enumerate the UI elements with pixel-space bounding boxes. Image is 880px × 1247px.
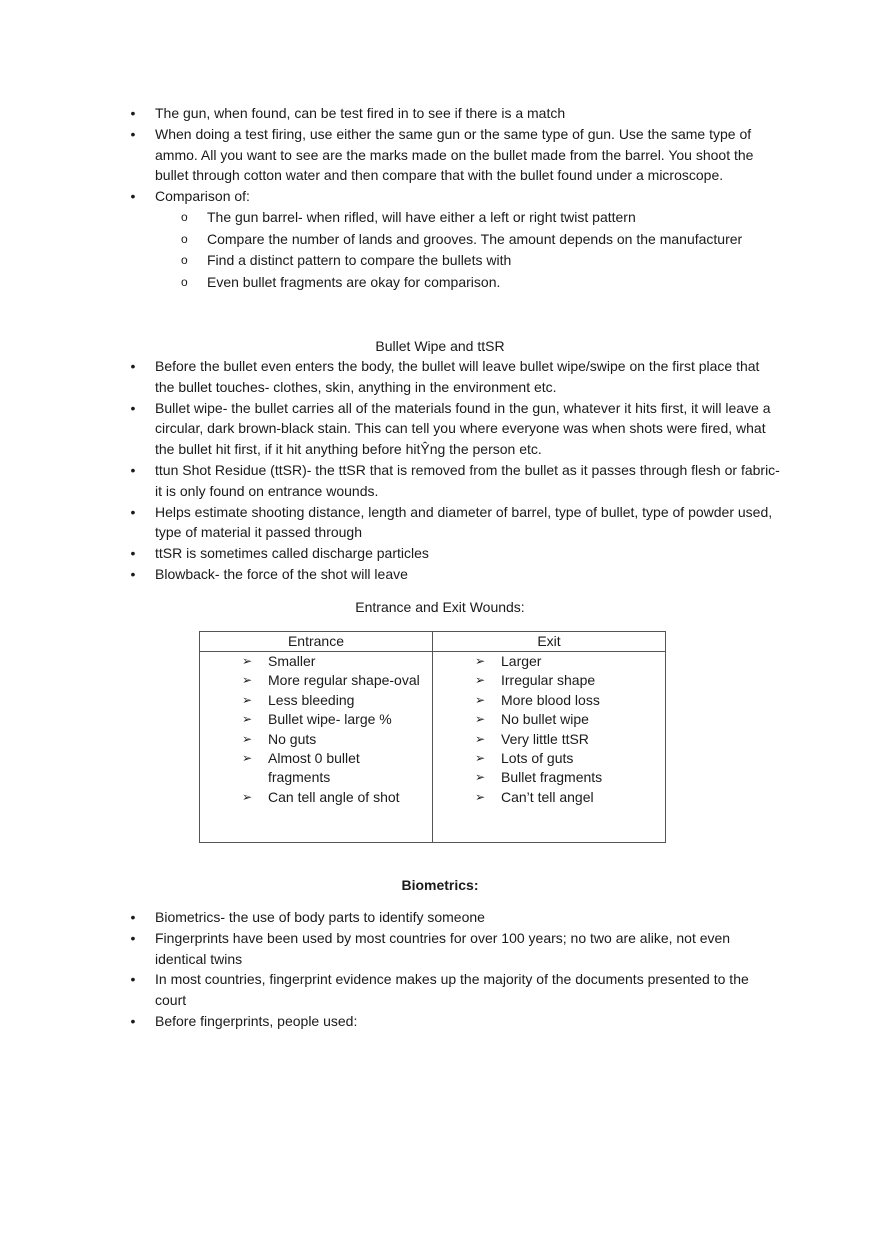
entrance-list xyxy=(200,652,432,807)
comparison-sublist xyxy=(155,207,780,293)
circle-bullet-icon: o xyxy=(181,274,188,289)
exit-list xyxy=(433,652,665,807)
list-item: ➢ Can’t tell angel xyxy=(433,788,665,807)
wounds-heading: Entrance and Exit Wounds: xyxy=(355,599,525,615)
bullet-icon: • xyxy=(130,461,136,478)
list-item: • Before the bullet even enters the body, the bullet will leave bullet wipe/swipe on the first place that the bullet touches- clothes, skin, anything in the environment etc. xyxy=(0,356,880,398)
bullet-icon: • xyxy=(130,125,136,142)
sub-list-item: o Even bullet fragments are okay for comparison. xyxy=(155,272,780,294)
list-item: • Biometrics- the use of body parts to identify someone xyxy=(0,907,880,928)
bullet-wipe-heading: Bullet Wipe and ttSR xyxy=(375,338,505,354)
bullet-icon: • xyxy=(130,105,136,121)
bullet-icon: • xyxy=(130,909,136,925)
list-item: • Comparison of: o The gun barrel- when rifled, will have either a left or right twist pattern o Compare the number of lands and grooves. The amount depends on the manufacturer o Find a distinct pattern to compare the bullets with o Even bullet fragments are okay for comparison. xyxy=(0,186,880,293)
arrow-bullet-icon: ➢ xyxy=(242,751,253,766)
wounds-table xyxy=(199,631,666,843)
arrow-bullet-icon: ➢ xyxy=(475,731,486,746)
list-item: • Blowback- the force of the shot will leave xyxy=(0,564,880,585)
arrow-bullet-icon: ➢ xyxy=(242,654,253,668)
entrance-cell xyxy=(200,652,433,843)
list-item: ➢ No guts xyxy=(200,730,432,749)
table-row xyxy=(200,652,666,843)
list-item: • Before fingerprints, people used: xyxy=(0,1011,880,1032)
bullet-icon: • xyxy=(130,399,136,416)
table-header-row xyxy=(200,632,666,652)
list-item: • ttSR is sometimes called discharge particles xyxy=(0,543,880,564)
list-item: • Fingerprints have been used by most countries for over 100 years; no two are alike, not even identical twins xyxy=(0,928,880,970)
circle-bullet-icon: o xyxy=(181,253,188,268)
list-item: ➢ More blood loss xyxy=(433,691,665,710)
circle-bullet-icon: o xyxy=(181,209,188,224)
arrow-bullet-icon: ➢ xyxy=(242,789,253,804)
arrow-bullet-icon: ➢ xyxy=(475,673,486,688)
circle-bullet-icon: o xyxy=(181,231,188,246)
arrow-bullet-icon: ➢ xyxy=(475,654,486,668)
firearm-test-list xyxy=(0,103,880,293)
arrow-bullet-icon: ➢ xyxy=(475,692,486,707)
sub-list-item: o The gun barrel- when rifled, will have either a left or right twist pattern xyxy=(155,207,780,229)
list-item: • Helps estimate shooting distance, length and diameter of barrel, type of bullet, type of powder used, type of material it passed through xyxy=(0,502,880,544)
arrow-bullet-icon: ➢ xyxy=(242,712,253,727)
arrow-bullet-icon: ➢ xyxy=(242,731,253,746)
list-item: ➢ More regular shape-oval xyxy=(200,671,432,690)
bullet-icon: • xyxy=(130,565,136,582)
list-item: ➢ Can tell angle of shot xyxy=(200,788,432,807)
list-item: • ttun Shot Residue (ttSR)- the ttSR that is removed from the bullet as it passes through flesh or fabric- it is only found on entrance wounds. xyxy=(0,460,880,502)
list-item: ➢ Larger xyxy=(433,652,665,671)
list-item: ➢ Very little ttSR xyxy=(433,730,665,749)
list-item: ➢ Lots of guts xyxy=(433,749,665,768)
list-item: ➢ Bullet fragments xyxy=(433,768,665,787)
biometrics-list xyxy=(0,907,880,1032)
arrow-bullet-icon: ➢ xyxy=(242,692,253,707)
arrow-bullet-icon: ➢ xyxy=(475,712,486,727)
entrance-header: Entrance xyxy=(200,632,433,652)
list-item: • When doing a test firing, use either the same gun or the same type of gun. Use the same type of ammo. All you want to see are the marks made on the bullet made from the barrel. You shoot the bullet through cotton water and then compare that with the bullet found under a microscope. xyxy=(0,124,880,186)
bullet-icon: • xyxy=(130,503,136,520)
bullet-icon: • xyxy=(130,929,136,946)
list-item: • In most countries, fingerprint evidence makes up the majority of the documents presented to the court xyxy=(0,969,880,1011)
sub-list-item: o Compare the number of lands and grooves. The amount depends on the manufacturer xyxy=(155,229,780,251)
list-item: ➢ No bullet wipe xyxy=(433,710,665,729)
bullet-icon: • xyxy=(130,358,136,374)
list-item: ➢ Smaller xyxy=(200,652,432,671)
list-item: ➢ Irregular shape xyxy=(433,671,665,690)
exit-cell xyxy=(433,652,666,843)
arrow-bullet-icon: ➢ xyxy=(475,770,486,785)
bullet-wipe-list xyxy=(0,356,880,585)
bullet-icon: • xyxy=(130,188,136,205)
list-item: • The gun, when found, can be test fired in to see if there is a match xyxy=(0,103,880,124)
sub-list-item: o Find a distinct pattern to compare the bullets with xyxy=(155,250,780,272)
list-item: • Bullet wipe- the bullet carries all of the materials found in the gun, whatever it hits first, it will leave a circular, dark brown-black stain. This can tell you where everyone was when shots were fired, what the bullet hit first, if it hit anything before hitŶng the person etc. xyxy=(0,398,880,460)
bullet-icon: • xyxy=(130,1012,136,1029)
biometrics-heading: Biometrics: xyxy=(401,877,479,893)
bullet-icon: • xyxy=(130,545,136,562)
arrow-bullet-icon: ➢ xyxy=(475,751,486,766)
list-item: ➢ Less bleeding xyxy=(200,691,432,710)
exit-header: Exit xyxy=(433,632,666,652)
list-item: ➢ Bullet wipe- large % xyxy=(200,710,432,729)
list-item: ➢ Almost 0 bullet fragments xyxy=(242,750,360,786)
bullet-icon: • xyxy=(130,971,136,988)
arrow-bullet-icon: ➢ xyxy=(475,789,486,804)
arrow-bullet-icon: ➢ xyxy=(242,673,253,688)
